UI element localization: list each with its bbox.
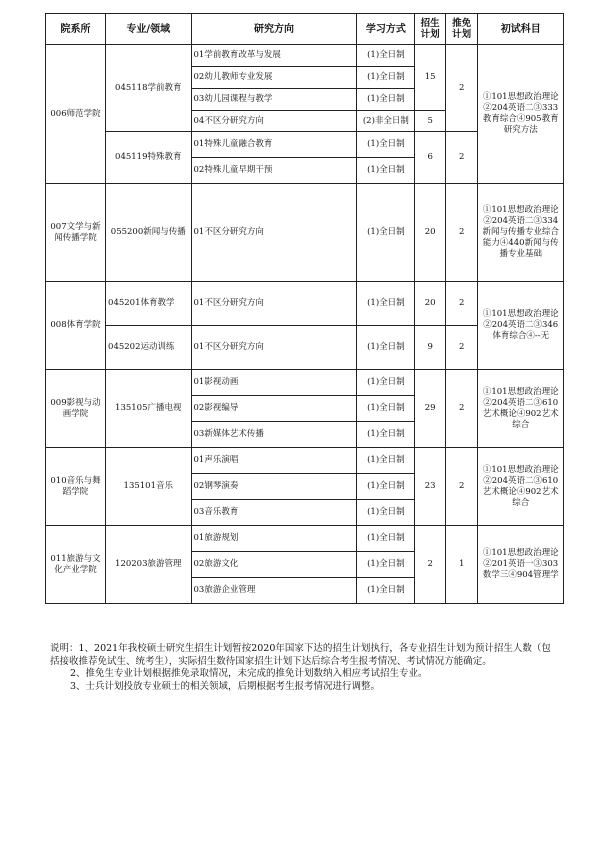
subjects-cell: ①101思想政治理论②204英语二③333教育综合④905教育研究方法 [478, 45, 564, 184]
quota-cell: 5 [415, 111, 446, 132]
direction-cell: 01影视动画 [191, 370, 357, 396]
quota-cell: 29 [415, 370, 446, 448]
subjects-cell: ①101思想政治理论②204英语二③610艺术概论④902艺术综合 [478, 370, 564, 448]
major-cell: 045202运动训练 [106, 326, 191, 370]
subjects-cell: ①101思想政治理论②204英语二③346体育综合④--无 [478, 282, 564, 370]
major-cell: 120203旅游管理 [106, 526, 191, 604]
dept-cell: 010音乐与舞蹈学院 [46, 448, 106, 526]
mode-cell: (1)全日制 [357, 396, 415, 422]
exempt-cell: 1 [445, 526, 478, 604]
major-cell: 045118学前教育 [106, 45, 191, 132]
note-1: 说明：1、2021年我校硕士研究生招生计划暂按2020年国家下达的招生计划执行，各专业招生计划为预计招生人数（包括接收推荐免试生、统考生），实际招生数待国家招生计划下达后综合考生报考情况、考试情况方能确定。 [50, 643, 551, 667]
direction-cell: 01不区分研究方向 [191, 184, 357, 282]
major-cell: 055200新闻与传播 [106, 184, 191, 282]
major-cell: 135105广播电视 [106, 370, 191, 448]
direction-cell: 01声乐演唱 [191, 448, 357, 474]
header-direction: 研究方向 [191, 14, 357, 45]
direction-cell: 02幼儿教师专业发展 [191, 67, 357, 89]
direction-cell: 03幼儿园课程与教学 [191, 89, 357, 111]
mode-cell: (1)全日制 [357, 282, 415, 326]
note-3: 3、士兵计划投放专业硕士的相关领域，后期根据考生报考情况进行调整。 [70, 680, 381, 692]
quota-cell: 15 [415, 45, 446, 111]
direction-cell: 04不区分研究方向 [191, 111, 357, 132]
direction-cell: 01学前教育改革与发展 [191, 45, 357, 67]
quota-cell: 23 [415, 448, 446, 526]
subjects-cell: ①101思想政治理论②204英语二③334新闻与传播专业综合能力④440新闻与传播专业基础 [478, 184, 564, 282]
exempt-cell: 2 [445, 448, 478, 526]
quota-cell: 20 [415, 282, 446, 326]
direction-cell: 02影视编导 [191, 396, 357, 422]
direction-cell: 03新媒体艺术传播 [191, 422, 357, 448]
table-row [46, 282, 564, 326]
direction-cell: 01不区分研究方向 [191, 326, 357, 370]
quota-cell: 9 [415, 326, 446, 370]
direction-cell: 02特殊儿童早期干预 [191, 158, 357, 184]
direction-cell: 01特殊儿童融合教育 [191, 132, 357, 158]
mode-cell: (1)全日制 [357, 67, 415, 89]
mode-cell: (1)全日制 [357, 132, 415, 158]
quota-cell: 20 [415, 184, 446, 282]
direction-cell: 02旅游文化 [191, 552, 357, 578]
header-dept: 院系所 [46, 14, 106, 45]
table-row [46, 448, 564, 474]
direction-cell: 03旅游企业管理 [191, 578, 357, 604]
mode-cell: (1)全日制 [357, 45, 415, 67]
direction-cell: 01旅游规划 [191, 526, 357, 552]
dept-cell: 006师范学院 [46, 45, 106, 184]
major-cell: 135101音乐 [106, 448, 191, 526]
mode-cell: (1)全日制 [357, 448, 415, 474]
major-cell: 045119特殊教育 [106, 132, 191, 184]
quota-cell: 6 [415, 132, 446, 184]
mode-cell: (1)全日制 [357, 474, 415, 500]
table-row [46, 526, 564, 552]
mode-cell: (2)非全日制 [357, 111, 415, 132]
mode-cell: (1)全日制 [357, 370, 415, 396]
header-mode: 学习方式 [357, 14, 415, 45]
mode-cell: (1)全日制 [357, 184, 415, 282]
header-subjects: 初试科目 [478, 14, 564, 45]
header-quota: 招生计划 [415, 14, 446, 45]
dept-cell: 008体育学院 [46, 282, 106, 370]
table-row [46, 370, 564, 396]
header-major: 专业/领域 [106, 14, 191, 45]
exempt-cell: 2 [445, 132, 478, 184]
major-cell: 045201体育教学 [106, 282, 191, 326]
enrollment-plan-table [45, 13, 564, 604]
table-row [46, 184, 564, 282]
direction-cell: 01不区分研究方向 [191, 282, 357, 326]
mode-cell: (1)全日制 [357, 422, 415, 448]
mode-cell: (1)全日制 [357, 526, 415, 552]
table-row [46, 45, 564, 67]
table-header-row [46, 14, 564, 45]
header-exempt: 推免计划 [445, 14, 478, 45]
notes-section [50, 643, 560, 693]
dept-cell: 007文学与新闻传播学院 [46, 184, 106, 282]
quota-cell: 2 [415, 526, 446, 604]
dept-cell: 011旅游与文化产业学院 [46, 526, 106, 604]
mode-cell: (1)全日制 [357, 89, 415, 111]
exempt-cell: 2 [445, 282, 478, 326]
mode-cell: (1)全日制 [357, 552, 415, 578]
mode-cell: (1)全日制 [357, 578, 415, 604]
mode-cell: (1)全日制 [357, 158, 415, 184]
exempt-cell: 2 [445, 370, 478, 448]
note-2: 2、推免生专业计划根据推免录取情况，未完成的推免计划数纳入相应考试招生专业。 [70, 668, 428, 679]
mode-cell: (1)全日制 [357, 326, 415, 370]
mode-cell: (1)全日制 [357, 500, 415, 526]
exempt-cell: 2 [445, 184, 478, 282]
direction-cell: 02钢琴演奏 [191, 474, 357, 500]
subjects-cell: ①101思想政治理论②201英语一③303数学三④904管理学 [478, 526, 564, 604]
dept-cell: 009影视与动画学院 [46, 370, 106, 448]
subjects-cell: ①101思想政治理论②204英语二③610艺术概论④902艺术综合 [478, 448, 564, 526]
exempt-cell: 2 [445, 45, 478, 132]
direction-cell: 03音乐教育 [191, 500, 357, 526]
exempt-cell: 2 [445, 326, 478, 370]
